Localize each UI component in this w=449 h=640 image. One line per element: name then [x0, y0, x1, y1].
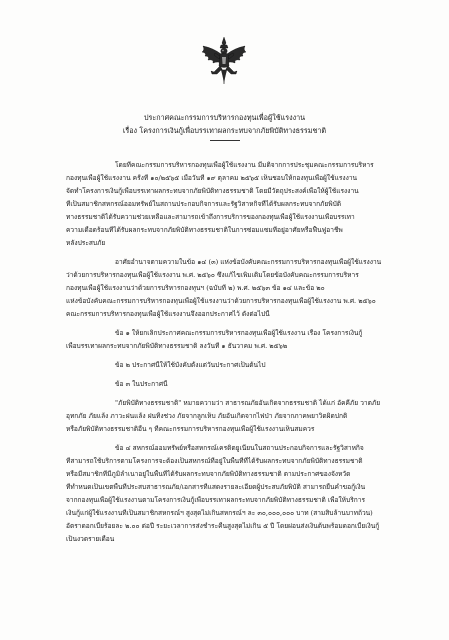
- body-line: จัดทำโครงการเงินกู้เพื่อบรรเทาผลกระทบจากภัยพิบัติทางธรรมชาติ โดยมีวัตถุประสงค์เพื่อให้ผู้ใช้แรงงาน: [66, 187, 359, 195]
- clause-2-line: ข้อ ๒ ประกาศนี้ให้ใช้บังคับตั้งแต่วันประกาศเป็นต้นไป: [115, 361, 266, 369]
- body-line: แห่งข้อบังคับคณะกรรมการบริหารกองทุนเพื่อผู้ใช้แรงงานว่าด้วยการบริหารกองทุนเพื่อผู้ใช้แรงงาน พ.ศ. ๒๕๖๐: [66, 297, 376, 305]
- announcement-subject: เรื่อง โครงการเงินกู้เพื่อบรรเทาผลกระทบจากภัยพิบัติทางธรรมชาติ: [122, 126, 327, 135]
- clause-3-heading: ข้อ ๓ ในประกาศนี้: [115, 380, 168, 388]
- body-line: หลังประสบภัย: [66, 239, 106, 247]
- body-line: กองทุนเพื่อผู้ใช้แรงงานว่าด้วยการบริหารกองทุนฯ (ฉบับที่ ๒) พ.ศ. ๒๕๖๓ ข้อ ๑๔ และข้อ ๒๐: [66, 284, 325, 292]
- body-line: กองทุนเพื่อผู้ใช้แรงงาน ครั้งที่ ๑๐/๒๕๖๕ เมื่อวันที่ ๑๙ ตุลาคม ๒๕๖๕ เห็นชอบให้กองทุนเพื่อผู้ใช้แรงงาน: [66, 174, 358, 182]
- clause-4-line: ที่สามารถใช้บริการตามโครงการจะต้องเป็นสหกรณ์ที่อยู่ในพื้นที่ที่ได้รับผลกระทบจากภัยพิบัติทางธรรมชาติ: [66, 457, 363, 465]
- clause-4-line: ข้อ ๔ สหกรณ์ออมทรัพย์หรือสหกรณ์เครดิตยูเนี่ยนในสถานประกอบกิจการและรัฐวิสาหกิจ: [115, 444, 364, 452]
- clause-4-line: เป็นงวดรายเดือน: [66, 535, 115, 543]
- clause-4-line: จากกองทุนเพื่อผู้ใช้แรงงานตามโครงการเงินกู้เพื่อบรรเทาผลกระทบจากภัยพิบัติทางธรรมชาติ เพื่อให้บริการ: [66, 496, 365, 504]
- body-line: อาศัยอำนาจตามความในข้อ ๑๔ (๓) แห่งข้อบังคับคณะกรรมการบริหารกองทุนเพื่อผู้ใช้แรงงาน: [115, 258, 382, 266]
- body-line: ความเดือดร้อนที่ได้รับผลกระทบจากภัยพิบัติทางธรรมชาติในการซ่อมแซมที่อยู่อาศัยหรือฟื้นฟูอาชีพ: [66, 226, 343, 234]
- body-line: โดยที่คณะกรรมการบริหารกองทุนเพื่อผู้ใช้แรงงาน มีมติจากการประชุมคณะกรรมการบริหาร: [115, 161, 374, 169]
- body-line: ทางธรรมชาติได้รับความช่วยเหลือและสามารถเข้าถึงการบริการของกองทุนเพื่อผู้ใช้แรงงานเพื่อบรรเทา: [66, 213, 355, 221]
- clause-4-line: อัตราดอกเบี้ยร้อยละ ๒.๐๐ ต่อปี ระยะเวลาการส่งชำระคืนสูงสุดไม่เกิน ๕ ปี โดยผ่อนส่งเงินต้นพร้อมดอกเบี้ยเงินกู้: [66, 522, 380, 530]
- clause-3-line: "ภัยพิบัติทางธรรมชาติ" หมายความว่า สาธารณภัยอันเกิดจากธรรมชาติ ได้แก่ อัคคีภัย วาตภัย: [115, 399, 381, 407]
- body-line: คณะกรรมการบริหารกองทุนเพื่อผู้ใช้แรงงานจึงออกประกาศไว้ ดังต่อไปนี้: [66, 310, 270, 318]
- announcement-title: ประกาศคณะกรรมการบริหารกองทุนเพื่อผู้ใช้แรงงาน: [143, 113, 306, 122]
- clause-4-line: เงินกู้แก่ผู้ใช้แรงงานที่เป็นสมาชิกสหกรณ์ฯ สูงสุดไม่เกินสหกรณ์ฯ ละ ๓๐,๐๐๐,๐๐๐ บาท (สามสิบล้านบาทถ้วน): [66, 509, 373, 517]
- clause-1-line: ข้อ ๑ ให้ยกเลิกประกาศคณะกรรมการบริหารกองทุนเพื่อผู้ใช้แรงงาน เรื่อง โครงการเงินกู้: [115, 329, 363, 337]
- body-line: ที่เป็นสมาชิกสหกรณ์ออมทรัพย์ในสถานประกอบกิจการและรัฐวิสาหกิจที่ได้รับผลกระทบจากภัยพิบัติ: [66, 200, 342, 208]
- clause-4-line: ที่ทำหนดเป็นเขตพื้นที่ประสบสาธารณภัย/เอกสารที่แสดงรายละเอียดผู้ประสบภัยพิบัติ สามารถยื่นคำขอกู้เงิน: [66, 483, 366, 491]
- clause-3-line: หรือภัยพิบัติทางธรรมชาติอื่น ๆ ที่คณะกรรมการบริหารกองทุนเพื่อผู้ใช้แรงงานเห็นสมควร: [66, 425, 315, 433]
- garuda-emblem-icon: [199, 36, 249, 86]
- clause-4-line: หรือมีสมาชิกที่มีภูมิลำเนาอยู่ในพื้นที่ได้รับผลกระทบจากภัยพิบัติทางธรรมชาติ ตามประกาศของจังหวัด: [66, 470, 351, 478]
- clause-3-line: อุทกภัย ภัยแล้ง ภาวะฝนแล้ง ฝนทิ้งช่วง ภัยจากลูกเห็บ ภัยอันเกิดจากไฟป่า ภัยจากภาคพยาวิดผิดปกติ: [66, 412, 348, 420]
- body-line: ว่าด้วยการบริหารกองทุนเพื่อผู้ใช้แรงงาน พ.ศ. ๒๕๖๐ ซึ่งแก้ไขเพิ่มเติมโดยข้อบังคับคณะกรรมการบริหาร: [66, 271, 359, 279]
- clause-1-line: เพื่อบรรเทาผลกระทบจากภัยพิบัติทางธรรมชาติ ลงวันที่ ๑ ธันวาคม พ.ศ. ๒๕๖๒: [66, 342, 288, 350]
- title-divider: [210, 140, 240, 141]
